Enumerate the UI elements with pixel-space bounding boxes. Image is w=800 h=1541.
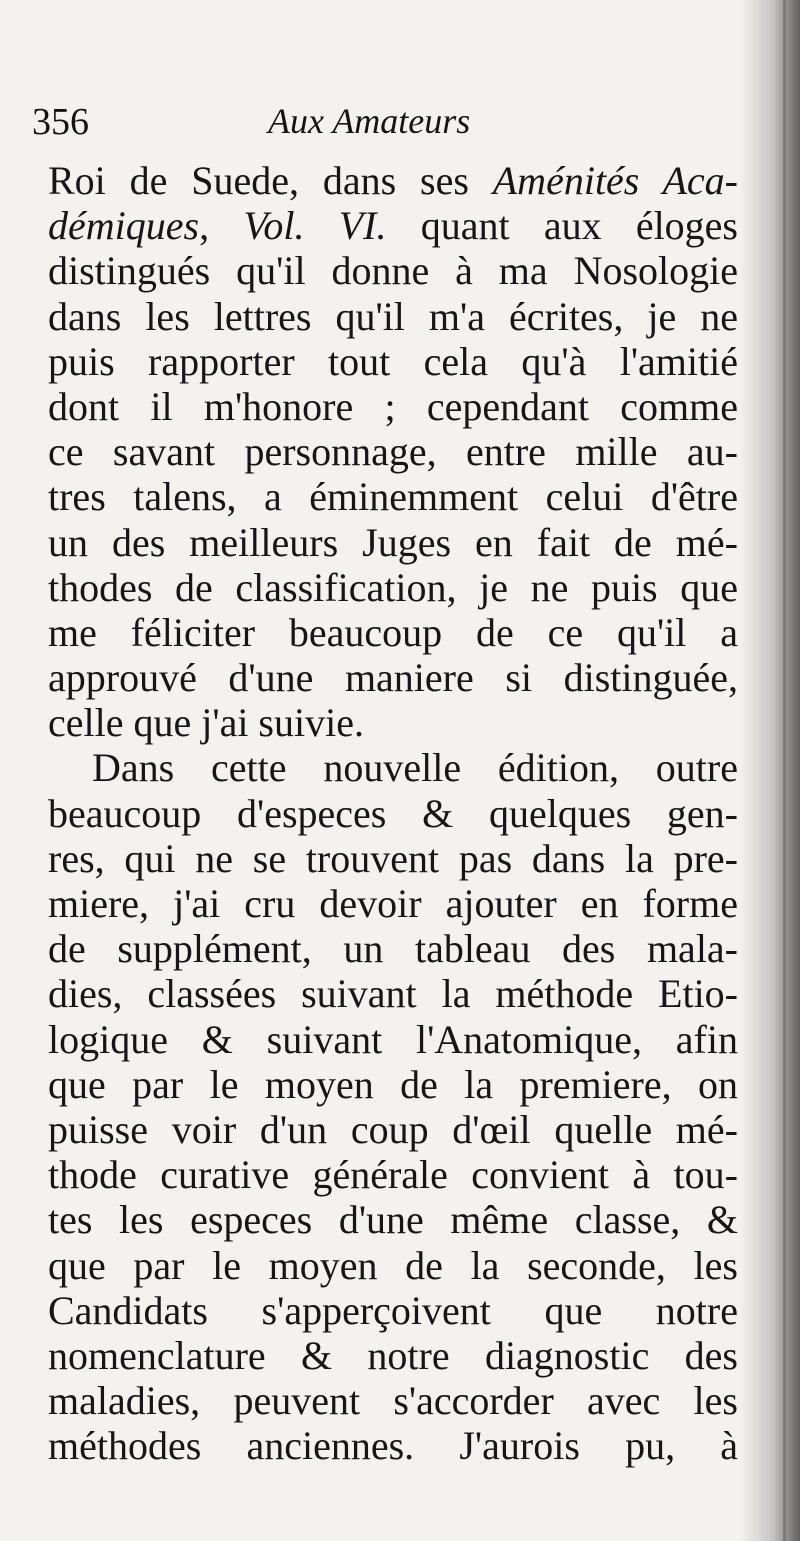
text-run: nomenclature & notre diagnostic des [48, 1332, 738, 1378]
text-line [48, 1107, 738, 1152]
text-line [48, 610, 738, 655]
text-run: un des meilleurs Juges en fait de mé- [48, 519, 738, 565]
text-run: res, qui ne se trouvent pas dans la pre- [48, 835, 738, 881]
text-line [48, 339, 738, 384]
text-run: logique & suivant l'Anatomique, afin [48, 1016, 738, 1062]
text-line [48, 881, 738, 926]
text-run: dans les lettres qu'il m'a écrites, je ne [48, 293, 738, 339]
page-edge [783, 0, 786, 1541]
text-run: tres talens, a éminemment celui d'être [48, 474, 738, 520]
gutter-shadow [740, 0, 800, 1541]
text-run: maladies, peuvent s'accorder avec les [48, 1378, 738, 1424]
text-line [48, 158, 738, 203]
text-run: que par le moyen de la premiere, on [48, 1061, 738, 1107]
text-line [48, 926, 738, 971]
text-line [48, 1152, 738, 1197]
text-run: Aménités Aca- [492, 158, 739, 203]
text-run: puisse voir d'un coup d'œil quelle mé- [48, 1106, 738, 1152]
text-run: Roi de Suede, dans ses [48, 158, 493, 203]
text-line [48, 520, 738, 565]
text-line [48, 1378, 738, 1423]
text-run: que par le moyen de la seconde, les [48, 1242, 738, 1288]
text-run: dont il m'honore ; cependant comme [48, 383, 738, 429]
text-run: Candidats s'apperçoivent que notre [48, 1287, 738, 1333]
text-run: de supplément, un tableau des mala- [48, 926, 738, 972]
text-run: me féliciter beaucoup de ce qu'il a [48, 609, 738, 655]
text-line [48, 1197, 738, 1242]
text-line [48, 248, 738, 293]
text-run: thode curative générale convient à tou- [48, 1152, 738, 1198]
text-run: ce savant personnage, entre mille au- [48, 429, 738, 475]
text-run: , [199, 203, 244, 249]
text-run: distingués qu'il donne à ma Nosologie [48, 248, 738, 294]
text-line [48, 384, 738, 429]
running-title: Aux Amateurs [268, 101, 471, 141]
text-run: méthodes anciennes. J'aurois pu, à [48, 1423, 738, 1469]
text-run: Vol. VI. [243, 203, 387, 249]
text-line [48, 429, 738, 474]
text-line [48, 1017, 738, 1062]
text-run: quant aux éloges [386, 203, 739, 249]
text-line [48, 971, 738, 1016]
text-run: thodes de classification, je ne puis que [48, 564, 738, 610]
text-line [48, 1333, 738, 1378]
text-line [48, 791, 738, 836]
text-run: miere, j'ai cru devoir ajouter en forme [48, 881, 738, 926]
text-line [48, 1423, 738, 1468]
text-run: approuvé d'une maniere si distinguée, [48, 655, 738, 701]
text-line [48, 294, 738, 339]
text-run: démiques [48, 203, 200, 249]
text-line [48, 203, 738, 248]
text-line [48, 1062, 738, 1107]
running-head [32, 96, 732, 156]
text-run: celle que j'ai suivie. [48, 700, 364, 746]
text-run: puis rapporter tout cela qu'à l'amitié [48, 338, 738, 384]
text-run: beaucoup d'especes & quelques gen- [48, 790, 738, 836]
text-line [48, 655, 738, 700]
text-line [48, 474, 738, 519]
text-line [48, 1288, 738, 1333]
page-number: 356 [32, 101, 89, 143]
text-line [48, 700, 738, 745]
text-run: Dans cette nouvelle édition, outre [92, 745, 738, 791]
text-line [48, 565, 738, 610]
text-run: dies, classées suivant la méthode Etio- [48, 971, 738, 1017]
text-line [48, 1243, 738, 1288]
text-line [48, 836, 738, 881]
text-run: tes les especes d'une même classe, & [48, 1197, 738, 1243]
text-line [48, 745, 738, 790]
body-text [48, 158, 738, 1468]
